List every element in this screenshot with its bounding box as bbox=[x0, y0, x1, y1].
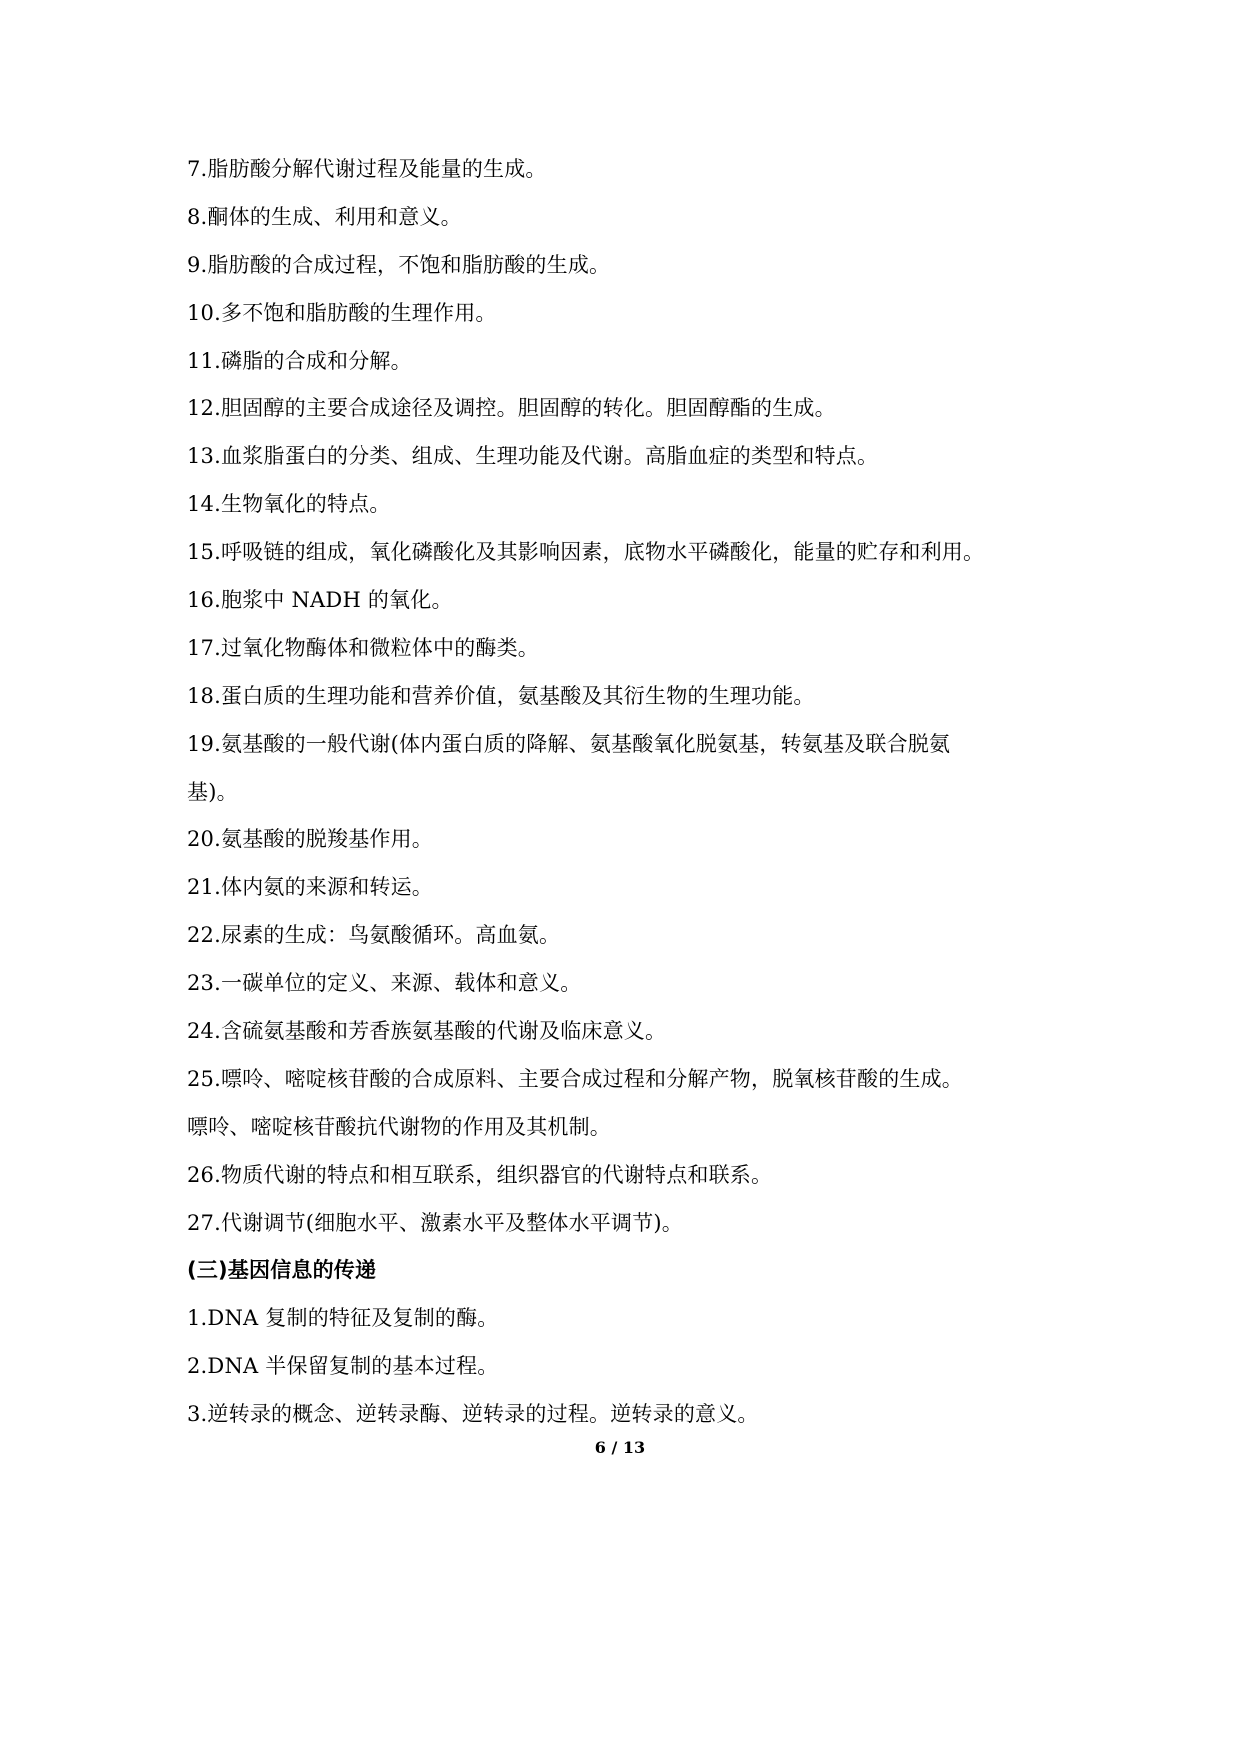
list-item-amino-acid-metabolism: 19.氨基酸的一般代谢(体内蛋白质的降解、氨基酸氧化脱氨基，转氨基及联合脱氨 bbox=[187, 731, 951, 756]
list-item-ammonia-transport: 21.体内氨的来源和转运。 bbox=[187, 875, 433, 900]
section-heading-gene-information: (三)基因信息的传递 bbox=[187, 1258, 377, 1283]
list-item-decarboxylation: 20.氨基酸的脱羧基作用。 bbox=[187, 827, 433, 852]
list-item-nucleotide-metabolism-continued: 嘌呤、嘧啶核苷酸抗代谢物的作用及其机制。 bbox=[187, 1114, 611, 1139]
list-item-nucleotide-metabolism: 25.嘌呤、嘧啶核苷酸的合成原料、主要合成过程和分解产物，脱氧核苷酸的生成。 bbox=[187, 1066, 963, 1091]
list-item-reverse-transcription: 3.逆转录的概念、逆转录酶、逆转录的过程。逆转录的意义。 bbox=[187, 1402, 759, 1427]
list-item-peroxisome-enzymes: 17.过氧化物酶体和微粒体中的酶类。 bbox=[187, 635, 539, 660]
list-item-metabolic-interrelation: 26.物质代谢的特点和相互联系，组织器官的代谢特点和联系。 bbox=[187, 1162, 773, 1187]
list-item-phospholipid: 11.磷脂的合成和分解。 bbox=[187, 348, 412, 373]
list-item-ketone-bodies: 8.酮体的生成、利用和意义。 bbox=[187, 204, 462, 229]
list-item-metabolic-regulation: 27.代谢调节(细胞水平、激素水平及整体水平调节)。 bbox=[187, 1210, 683, 1235]
list-item-amino-acid-metabolism-continued: 基)。 bbox=[187, 779, 238, 804]
list-item-sulfur-aromatic-amino-acids: 24.含硫氨基酸和芳香族氨基酸的代谢及临床意义。 bbox=[187, 1019, 667, 1044]
list-item-one-carbon-unit: 23.一碳单位的定义、来源、载体和意义。 bbox=[187, 971, 582, 996]
list-item-pufa-function: 10.多不饱和脂肪酸的生理作用。 bbox=[187, 300, 497, 325]
document-body bbox=[187, 146, 1067, 1439]
list-item-cytosolic-nadh: 16.胞浆中 NADH 的氧化。 bbox=[187, 588, 453, 613]
list-item-urea-cycle: 22.尿素的生成：鸟氨酸循环。高血氨。 bbox=[187, 923, 561, 948]
page-number-indicator: 6 / 13 bbox=[594, 1438, 646, 1457]
list-item-semiconservative-replication: 2.DNA 半保留复制的基本过程。 bbox=[187, 1354, 499, 1379]
list-item-biological-oxidation: 14.生物氧化的特点。 bbox=[187, 492, 391, 517]
list-item-fatty-acid-oxidation: 7.脂肪酸分解代谢过程及能量的生成。 bbox=[187, 157, 547, 181]
list-item-lipoprotein: 13.血浆脂蛋白的分类、组成、生理功能及代谢。高脂血症的类型和特点。 bbox=[187, 444, 879, 469]
list-item-dna-replication-features: 1.DNA 复制的特征及复制的酶。 bbox=[187, 1306, 499, 1331]
list-item-respiratory-chain: 15.呼吸链的组成，氧化磷酸化及其影响因素，底物水平磷酸化，能量的贮存和利用。 bbox=[187, 540, 985, 565]
list-item-fatty-acid-synthesis: 9.脂肪酸的合成过程，不饱和脂肪酸的生成。 bbox=[187, 252, 611, 277]
list-item-protein-function: 18.蛋白质的生理功能和营养价值，氨基酸及其衍生物的生理功能。 bbox=[187, 683, 815, 708]
list-item-cholesterol: 12.胆固醇的主要合成途径及调控。胆固醇的转化。胆固醇酯的生成。 bbox=[187, 396, 836, 421]
